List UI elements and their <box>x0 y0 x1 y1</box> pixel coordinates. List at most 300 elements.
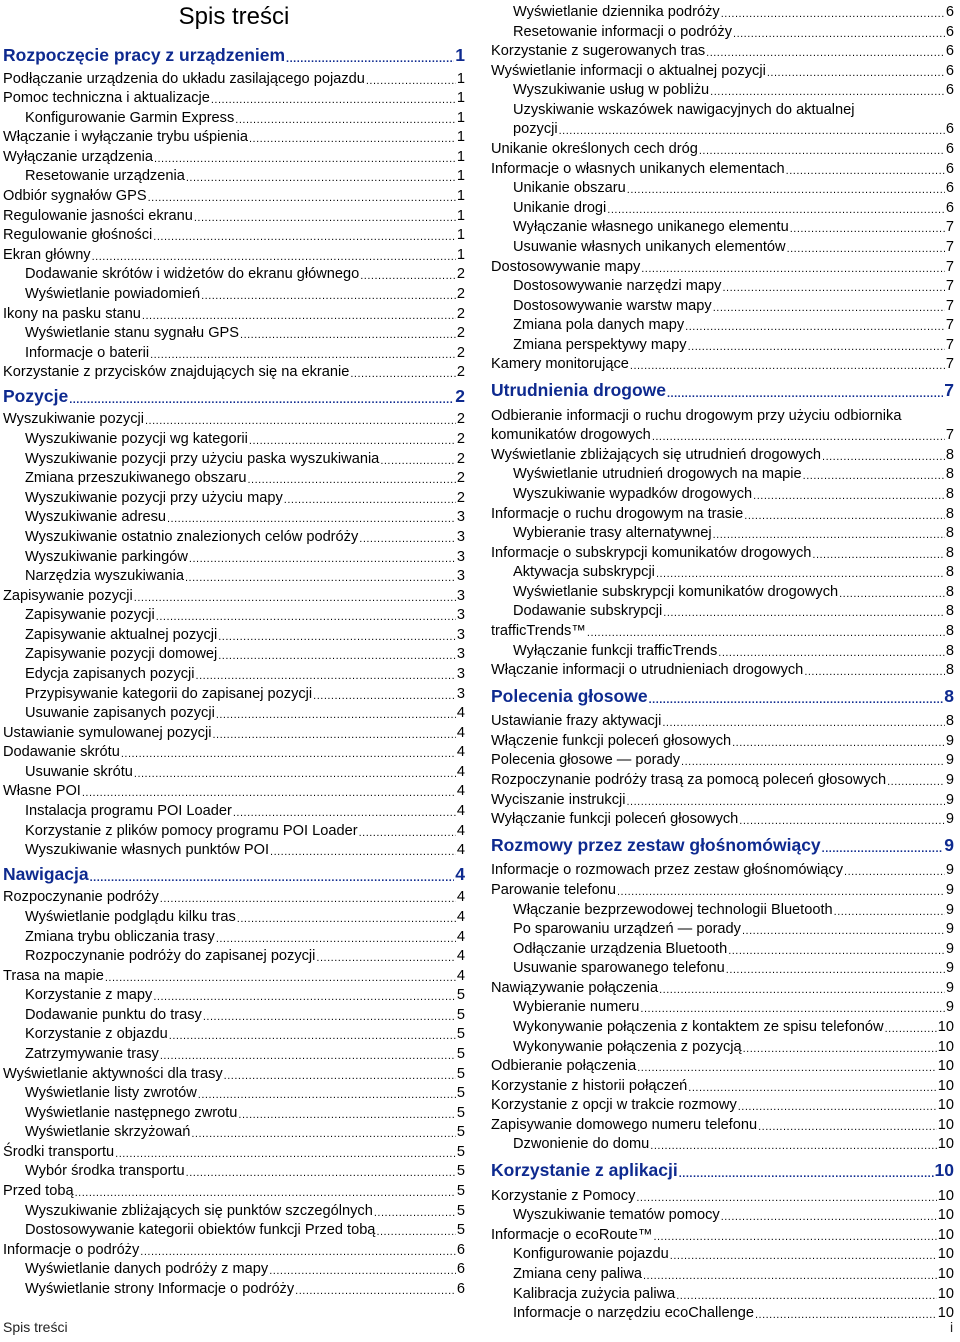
toc-page-number: 2 <box>456 364 465 381</box>
toc-entry[interactable] <box>513 1018 954 1036</box>
footer-page-number: i <box>950 1319 954 1335</box>
toc-entry-title: Unikanie drogi <box>513 199 607 216</box>
toc-leader-dots <box>670 1250 937 1263</box>
toc-entry[interactable] <box>491 426 954 444</box>
toc-entry-title: Włączanie i wyłączanie trybu uśpienia <box>3 129 248 146</box>
toc-entry[interactable] <box>513 23 954 41</box>
toc-entry-title: Korzystanie z objazdu <box>25 1026 168 1043</box>
toc-entry[interactable] <box>3 587 465 605</box>
toc-page-number: 6 <box>945 180 954 197</box>
toc-entry[interactable] <box>3 226 465 244</box>
toc-entry-title: Pomoc techniczna i aktualizacje <box>3 90 210 107</box>
toc-page-number: 5 <box>456 987 465 1004</box>
toc-leader-dots <box>218 650 456 663</box>
toc-entry[interactable] <box>491 1077 954 1095</box>
toc-leader-dots <box>313 690 456 703</box>
toc-page-number: 2 <box>455 385 465 406</box>
toc-leader-dots <box>617 886 945 899</box>
toc-page-number: 8 <box>945 525 954 542</box>
toc-entry-title: Polecenia głosowe — porady <box>491 752 681 769</box>
toc-entry-title: Wyświetlanie podglądu kilku tras <box>25 908 236 925</box>
toc-entry[interactable] <box>3 1143 465 1161</box>
toc-page-number: 5 <box>456 1026 465 1043</box>
toc-leader-dots <box>699 145 945 158</box>
toc-entry[interactable] <box>513 1038 954 1056</box>
toc-entry[interactable] <box>25 704 465 722</box>
toc-entry[interactable] <box>491 622 954 640</box>
toc-entry-title: Informacje o ruchu drogowym na trasie <box>491 505 744 522</box>
toc-entry[interactable] <box>513 1304 954 1322</box>
toc-entry[interactable] <box>491 771 954 789</box>
toc-entry[interactable] <box>25 489 465 507</box>
toc-entry-title: Rozmowy przez zestaw głośnomówiący <box>491 834 821 855</box>
toc-page-number: 8 <box>944 685 954 706</box>
toc-entry[interactable] <box>491 355 954 373</box>
toc-entry[interactable] <box>25 1123 465 1141</box>
toc-entry[interactable] <box>513 1206 954 1224</box>
toc-entry[interactable] <box>25 265 465 283</box>
toc-entry[interactable] <box>513 199 954 217</box>
toc-page-number: 3 <box>456 587 465 604</box>
toc-page-number: 10 <box>937 1019 954 1035</box>
toc-leader-dots <box>201 290 456 303</box>
toc-page-number: 1 <box>456 129 465 146</box>
toc-entry-title: Wyświetlanie strony Informacje o podróży <box>25 1280 295 1297</box>
toc-entry[interactable] <box>3 70 465 88</box>
toc-page-number: 9 <box>945 772 954 789</box>
toc-page-number: 1 <box>456 207 465 224</box>
toc-page-number: 4 <box>456 705 465 722</box>
toc-page-number: 8 <box>945 446 954 463</box>
toc-entry[interactable] <box>513 316 954 334</box>
toc-entry-title: Zapisywanie domowego numeru telefonu <box>491 1116 758 1133</box>
toc-entry-title: trafficTrends™ <box>491 622 586 639</box>
toc-entry[interactable] <box>25 167 465 185</box>
toc-page-number: 7 <box>945 238 954 255</box>
toc-page-number: 1 <box>456 188 465 205</box>
toc-page-number: 1 <box>456 168 465 185</box>
toc-entry[interactable] <box>513 602 954 620</box>
toc-entry[interactable] <box>25 1084 465 1102</box>
toc-page-number: 7 <box>945 258 954 275</box>
toc-entry[interactable] <box>491 732 954 750</box>
toc-leader-dots <box>656 568 945 581</box>
toc-page-number: 4 <box>456 803 465 820</box>
toc-entry[interactable] <box>491 661 954 679</box>
toc-page-number: 5 <box>456 1006 465 1023</box>
toc-entry[interactable] <box>25 606 465 624</box>
toc-page-number: 1 <box>455 45 465 65</box>
toc-entry-title: Wyszukiwanie usług w pobliżu <box>513 82 710 99</box>
toc-page-number: 7 <box>945 427 954 444</box>
toc-entry-title: Wykonywanie połączenia z pozycją <box>513 1038 742 1055</box>
toc-leader-dots <box>216 709 456 722</box>
toc-leader-dots <box>140 1246 456 1259</box>
toc-entry[interactable] <box>513 1265 954 1283</box>
toc-entry-title: Wyświetlanie danych podróży z mapy <box>25 1261 269 1278</box>
toc-entry[interactable] <box>513 1135 954 1153</box>
toc-leader-dots <box>822 451 945 464</box>
toc-entry[interactable] <box>25 928 465 946</box>
toc-leader-dots <box>659 984 945 997</box>
toc-entry[interactable] <box>25 685 465 703</box>
toc-page-number: 1 <box>456 70 465 87</box>
toc-leader-dots <box>844 866 945 879</box>
toc-entry[interactable] <box>513 563 954 581</box>
toc-leader-dots <box>739 815 945 828</box>
toc-leader-dots <box>150 349 456 362</box>
toc-entry-title: Wyszukiwanie pozycji przy użyciu paska wyszukiwania <box>25 450 380 467</box>
toc-leader-dots <box>885 1023 937 1036</box>
toc-entry-title: Ustawianie frazy aktywacji <box>491 713 662 730</box>
toc-entry-title: Wyświetlanie informacji o aktualnej pozycji <box>491 62 766 79</box>
toc-leader-dots <box>360 270 456 283</box>
toc-entry[interactable] <box>25 908 465 926</box>
toc-page-number: 3 <box>456 528 465 545</box>
toc-entry[interactable] <box>25 1025 465 1043</box>
toc-leader-dots <box>710 86 945 99</box>
toc-entry[interactable] <box>3 1065 465 1083</box>
toc-entry[interactable] <box>25 626 465 644</box>
toc-entry[interactable] <box>25 1280 465 1298</box>
toc-section-heading[interactable] <box>491 1159 954 1181</box>
toc-entry-title: Zmiana ceny paliwa <box>513 1265 642 1282</box>
toc-page-number: 8 <box>945 485 954 502</box>
toc-leader-dots <box>167 513 456 526</box>
toc-page-number: 9 <box>945 921 954 938</box>
toc-entry[interactable] <box>25 1045 465 1063</box>
toc-leader-dots <box>834 906 945 919</box>
toc-leader-dots <box>211 94 456 107</box>
toc-leader-dots <box>191 1128 456 1141</box>
toc-entry[interactable] <box>491 1096 954 1114</box>
toc-leader-dots <box>115 1148 456 1161</box>
toc-entry[interactable] <box>3 967 465 985</box>
toc-page-number: 7 <box>945 317 954 334</box>
toc-entry[interactable] <box>513 901 954 919</box>
toc-entry[interactable] <box>491 1057 954 1075</box>
toc-entry[interactable] <box>513 998 954 1016</box>
toc-entry-title: Kamery monitorujące <box>491 356 629 373</box>
toc-entry[interactable] <box>25 1202 465 1220</box>
toc-page-number: 5 <box>456 1065 465 1082</box>
toc-page-number: 9 <box>945 979 954 996</box>
toc-entry[interactable] <box>25 802 465 820</box>
toc-entry[interactable] <box>491 505 954 523</box>
toc-entry-title: Włączanie informacji o utrudnieniach drogowych <box>491 662 804 679</box>
toc-entry[interactable] <box>3 782 465 800</box>
toc-entry[interactable] <box>25 528 465 546</box>
toc-page-number: 10 <box>937 1116 954 1133</box>
toc-entry[interactable] <box>25 548 465 566</box>
toc-leader-dots <box>270 846 456 859</box>
toc-entry[interactable] <box>513 81 954 99</box>
toc-entry[interactable] <box>491 810 954 828</box>
toc-leader-dots <box>706 47 945 60</box>
toc-entry-title: Dodawanie subskrypcji <box>513 603 663 620</box>
toc-entry-title: Korzystanie z aplikacji <box>491 1160 678 1181</box>
toc-entry[interactable] <box>491 881 954 899</box>
toc-entry[interactable] <box>25 508 465 526</box>
toc-entry[interactable] <box>3 410 465 428</box>
toc-entry-title: Utrudnienia drogowe <box>491 380 666 401</box>
toc-entry[interactable] <box>491 544 954 562</box>
toc-entry[interactable] <box>25 1006 465 1024</box>
toc-section-heading[interactable] <box>491 685 954 707</box>
toc-leader-dots <box>663 607 945 620</box>
toc-page-number: 10 <box>937 1265 954 1282</box>
toc-leader-dots <box>160 893 456 906</box>
toc-entry[interactable] <box>25 947 465 965</box>
toc-leader-dots <box>189 553 456 566</box>
toc-entry-title: Parowanie telefonu <box>491 881 616 898</box>
toc-entry-title: Dostosowywanie mapy <box>491 258 641 275</box>
toc-entry-title: Korzystanie z przycisków znajdujących się na ekranie <box>3 364 350 381</box>
toc-entry[interactable] <box>491 861 954 879</box>
toc-leader-dots <box>380 455 456 468</box>
toc-page-number: 3 <box>456 607 465 624</box>
toc-entry-title: Wykonywanie połączenia z kontaktem ze spisu telefonów <box>513 1019 884 1035</box>
toc-leader-dots <box>587 627 945 640</box>
toc-page-number: 5 <box>456 1143 465 1160</box>
toc-page-number: 4 <box>456 822 465 839</box>
toc-page-number: 2 <box>456 450 465 467</box>
toc-entry[interactable] <box>3 246 465 264</box>
toc-entry[interactable] <box>513 642 954 660</box>
toc-entry[interactable] <box>491 1187 954 1205</box>
toc-entry[interactable] <box>491 791 954 809</box>
toc-entry[interactable] <box>491 1226 954 1244</box>
toc-entry-title: Wybieranie trasy alternatywnej <box>513 525 712 542</box>
toc-entry-title: Wyszukiwanie pozycji <box>3 411 144 428</box>
toc-entry[interactable] <box>491 979 954 997</box>
toc-entry-title: Zapisywanie pozycji <box>3 587 133 604</box>
toc-entry[interactable] <box>25 763 465 781</box>
toc-leader-dots <box>822 843 944 856</box>
toc-entry[interactable] <box>513 218 954 236</box>
toc-entry-title: Korzystanie z plików pomocy programu POI Loader <box>25 822 358 839</box>
toc-entry[interactable] <box>513 485 954 503</box>
toc-entry[interactable] <box>25 1260 465 1278</box>
toc-leader-dots <box>224 1070 456 1083</box>
toc-leader-dots <box>787 243 945 256</box>
toc-entry[interactable] <box>3 187 465 205</box>
toc-entry[interactable] <box>513 336 954 354</box>
toc-entry[interactable] <box>25 430 465 448</box>
toc-entry[interactable] <box>3 305 465 323</box>
toc-entry[interactable] <box>513 1245 954 1263</box>
toc-entry[interactable] <box>3 363 465 381</box>
toc-entry[interactable] <box>513 920 954 938</box>
toc-leader-dots <box>643 1270 937 1283</box>
toc-page-number: 8 <box>945 642 954 659</box>
toc-leader-dots <box>69 394 454 407</box>
toc-page-number: 5 <box>456 1202 465 1219</box>
toc-page-number: 3 <box>456 685 465 702</box>
toc-leader-dots <box>284 494 456 507</box>
toc-page-number: 9 <box>944 834 954 855</box>
toc-entry[interactable] <box>513 3 954 21</box>
toc-page-number: 2 <box>456 470 465 487</box>
toc-leader-dots <box>667 388 943 401</box>
toc-leader-dots <box>169 1030 456 1043</box>
toc-entry[interactable] <box>25 324 465 342</box>
toc-entry[interactable] <box>25 469 465 487</box>
toc-leader-dots <box>286 53 454 66</box>
toc-page-number: 3 <box>456 665 465 682</box>
toc-entry[interactable] <box>491 42 954 60</box>
toc-entry[interactable] <box>491 712 954 730</box>
toc-entry-title: Wyszukiwanie parkingów <box>25 548 188 565</box>
toc-entry[interactable] <box>513 238 954 256</box>
toc-entry-title: Własne POI <box>3 783 81 800</box>
toc-entry-title: Edycja zapisanych pozycji <box>25 665 195 682</box>
toc-leader-dots <box>728 945 945 958</box>
toc-entry-title: Resetowanie urządzenia <box>25 168 185 185</box>
toc-leader-dots <box>722 282 944 295</box>
toc-entry-title: Zatrzymywanie trasy <box>25 1046 159 1062</box>
toc-entry[interactable] <box>513 120 954 138</box>
toc-section-heading[interactable] <box>3 44 465 66</box>
toc-leader-dots <box>652 431 945 444</box>
toc-page-number: 7 <box>945 278 954 295</box>
toc-page-number: 4 <box>456 783 465 800</box>
toc-entry-title: Podłączanie urządzenia do układu zasilającego pojazdu <box>3 70 365 87</box>
toc-entry[interactable] <box>513 524 954 542</box>
toc-leader-dots <box>194 212 456 225</box>
toc-leader-dots <box>743 1043 937 1056</box>
toc-entry[interactable] <box>513 583 954 601</box>
toc-entry[interactable] <box>3 89 465 107</box>
toc-page-number: 9 <box>945 732 954 749</box>
toc-leader-dots <box>559 125 945 138</box>
toc-leader-dots <box>82 787 456 800</box>
toc-entry-title: Wyświetlanie aktywności dla trasy <box>3 1065 223 1082</box>
toc-entry[interactable] <box>491 160 954 178</box>
toc-entry[interactable] <box>25 1104 465 1122</box>
toc-leader-dots <box>630 360 945 373</box>
toc-page-number: 4 <box>456 889 465 906</box>
toc-entry-title: Wyszukiwanie pozycji wg kategorii <box>25 431 248 448</box>
toc-section-heading[interactable] <box>491 379 954 401</box>
toc-entry-title: Informacje o subskrypcji komunikatów drogowych <box>491 544 812 561</box>
toc-page-number: 4 <box>456 724 465 741</box>
toc-entry[interactable] <box>3 743 465 761</box>
toc-leader-dots <box>216 933 456 946</box>
toc-entry[interactable] <box>491 751 954 769</box>
toc-entry[interactable] <box>3 724 465 742</box>
toc-page-number: 3 <box>456 548 465 565</box>
toc-entry-title: Usuwanie własnych unikanych elementów <box>513 238 786 255</box>
toc-page-number: 8 <box>945 662 954 679</box>
toc-leader-dots <box>733 28 945 41</box>
toc-entry[interactable] <box>25 285 465 303</box>
toc-leader-dots <box>185 572 456 585</box>
toc-entry[interactable] <box>25 645 465 663</box>
toc-entry[interactable] <box>3 148 465 166</box>
toc-section-heading[interactable] <box>491 834 954 856</box>
toc-entry[interactable] <box>25 986 465 1004</box>
toc-entry[interactable] <box>513 959 954 977</box>
toc-leader-dots <box>790 223 945 236</box>
toc-leader-dots <box>153 231 456 244</box>
toc-page-number: 6 <box>945 4 954 20</box>
toc-entry[interactable] <box>3 128 465 146</box>
toc-entry[interactable] <box>513 1285 954 1303</box>
toc-entry[interactable] <box>513 940 954 958</box>
toc-entry[interactable] <box>513 465 954 483</box>
toc-entry[interactable] <box>25 841 465 859</box>
toc-leader-dots <box>607 204 945 217</box>
toc-entry-title: Resetowanie informacji o podróży <box>513 23 733 40</box>
toc-leader-dots <box>366 75 456 88</box>
toc-leader-dots <box>376 1226 455 1239</box>
toc-entry-title: Zapisywanie aktualnej pozycji <box>25 626 218 643</box>
toc-entry-title: Zmiana perspektywy mapy <box>513 336 687 353</box>
toc-page-number: 4 <box>456 763 465 780</box>
toc-entry[interactable] <box>513 297 954 315</box>
toc-entry[interactable] <box>513 101 954 119</box>
toc-entry[interactable] <box>491 446 954 464</box>
toc-page-number: 9 <box>945 862 954 879</box>
toc-entry-title: Usuwanie sparowanego telefonu <box>513 960 725 977</box>
toc-entry[interactable] <box>513 277 954 295</box>
toc-entry[interactable] <box>25 567 465 585</box>
toc-page-number: 7 <box>945 336 954 353</box>
toc-entry[interactable] <box>25 1221 465 1239</box>
toc-entry[interactable] <box>491 258 954 276</box>
toc-leader-dots <box>839 588 945 601</box>
toc-leader-dots <box>237 913 456 926</box>
toc-entry[interactable] <box>3 1182 465 1200</box>
toc-entry[interactable] <box>3 207 465 225</box>
toc-leader-dots <box>218 631 456 644</box>
toc-entry[interactable] <box>25 344 465 362</box>
toc-entry[interactable] <box>25 450 465 468</box>
toc-leader-dots <box>75 1187 456 1200</box>
toc-leader-dots <box>744 510 945 523</box>
toc-page-number: 9 <box>945 881 954 898</box>
toc-entry-title: Zapisywanie pozycji domowej <box>25 646 218 663</box>
toc-entry-title: Rozpoczynanie podróży trasą za pomocą poleceń głosowych <box>491 772 887 789</box>
toc-entry[interactable] <box>491 407 954 425</box>
toc-entry-title: Dodawanie skrótu <box>3 744 120 761</box>
toc-page-number: 1 <box>456 109 465 126</box>
toc-page-number: 5 <box>456 1163 465 1180</box>
toc-entry[interactable] <box>25 822 465 840</box>
toc-entry[interactable] <box>513 179 954 197</box>
toc-entry[interactable] <box>25 109 465 127</box>
toc-leader-dots <box>198 1089 456 1102</box>
toc-page-number: 10 <box>937 1097 954 1114</box>
toc-page-number: 5 <box>456 1104 465 1121</box>
toc-section-heading[interactable] <box>3 385 465 407</box>
toc-entry[interactable] <box>25 665 465 683</box>
toc-page-number: 2 <box>456 489 465 506</box>
toc-entry[interactable] <box>491 140 954 158</box>
toc-leader-dots <box>627 184 945 197</box>
toc-section-heading[interactable] <box>3 863 465 885</box>
toc-entry-title: Wybór środka transportu <box>25 1163 185 1180</box>
toc-entry[interactable] <box>25 1162 465 1180</box>
toc-entry[interactable] <box>3 1241 465 1259</box>
toc-entry[interactable] <box>3 888 465 906</box>
toc-page-number: 2 <box>456 285 465 302</box>
toc-entry-title: Wyszukiwanie zbliżających się punktów szczególnych <box>25 1202 373 1219</box>
toc-entry-title: Wyświetlanie zbliżających się utrudnień drogowych <box>491 446 822 463</box>
toc-entry[interactable] <box>491 1116 954 1134</box>
toc-entry[interactable] <box>491 62 954 80</box>
